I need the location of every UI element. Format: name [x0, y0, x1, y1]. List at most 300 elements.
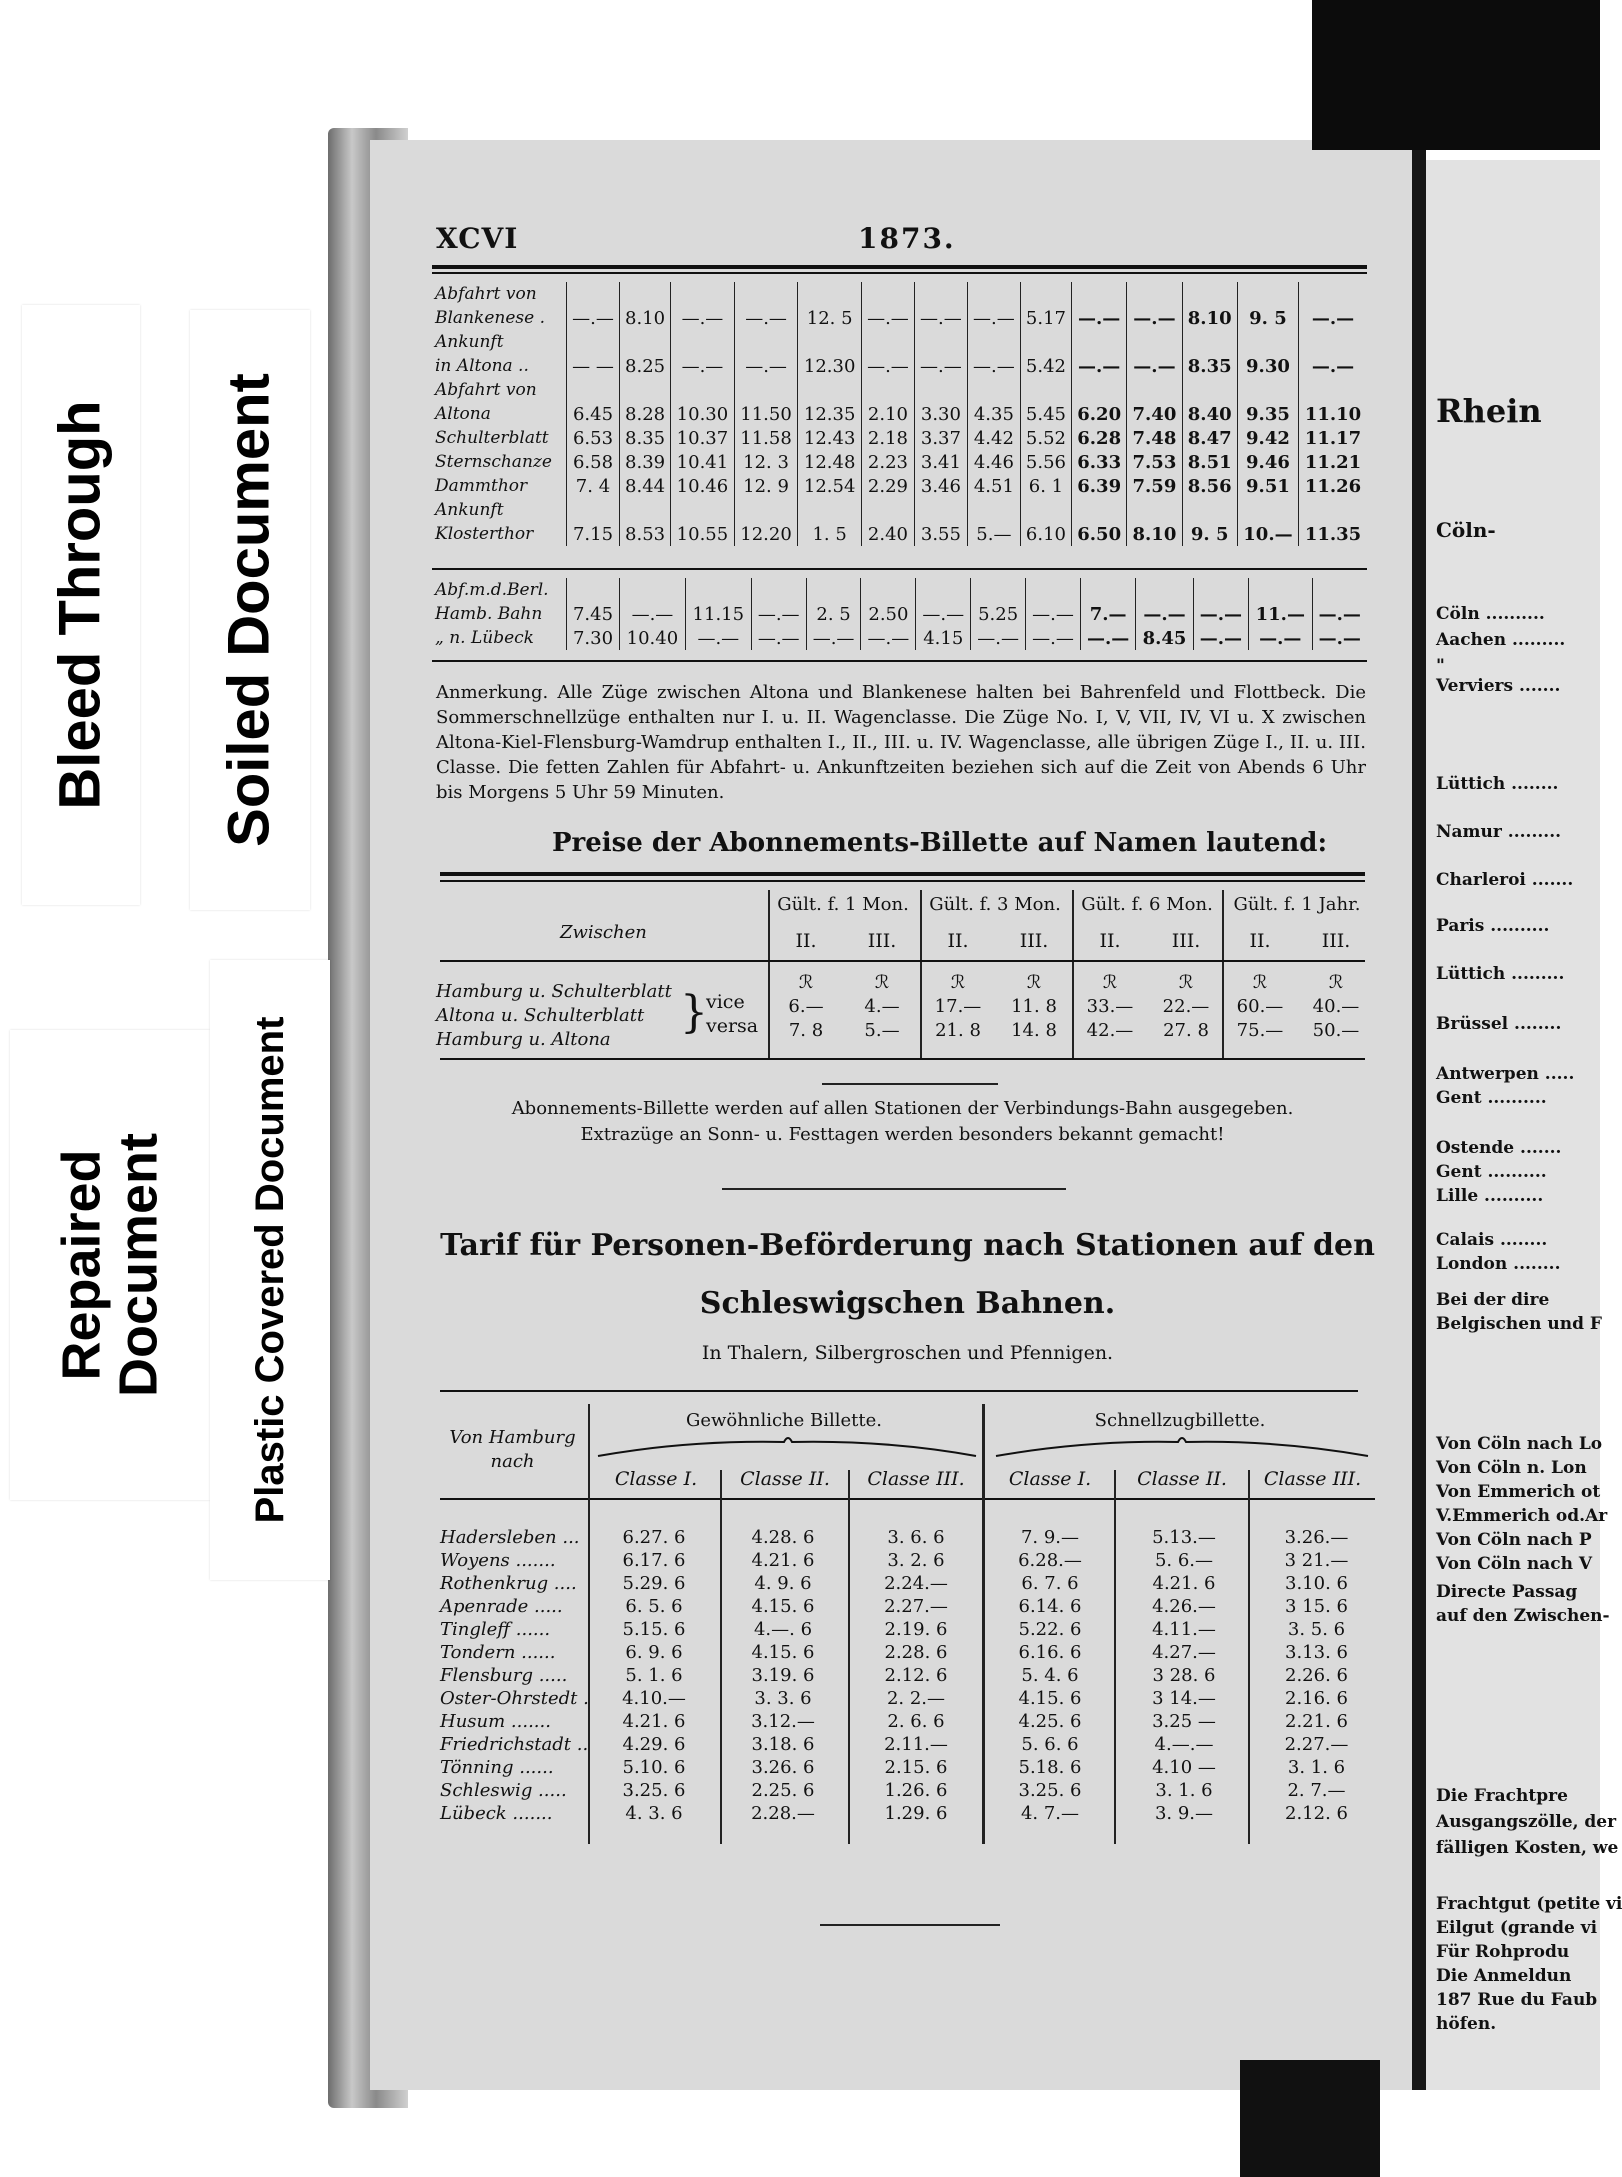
time-cell: 8.56: [1182, 474, 1237, 498]
tarif-fare: 4. 7.—: [1020, 1803, 1080, 1824]
prices-rule: [440, 872, 1365, 876]
tarif-fare: 3 15. 6: [1285, 1596, 1348, 1617]
price-class-header: II.: [947, 930, 969, 952]
tarif-fare: 3 14.—: [1152, 1688, 1216, 1709]
time-cell: 10.30: [671, 402, 735, 426]
tarif-fare: 4.29. 6: [622, 1734, 686, 1755]
time-cell: 6.33: [1072, 450, 1127, 474]
time-cell: 10.—: [1237, 522, 1298, 546]
tarif-fare: 3. 1. 6: [1155, 1780, 1213, 1801]
tag-plastic-covered-document: Plastic Covered Document: [210, 960, 330, 1580]
timetable-row: [432, 498, 1367, 522]
station-name: Klosterthor: [435, 524, 534, 544]
tarif-fare: 6. 9. 6: [625, 1642, 683, 1663]
facing-page-station: Gent ..........: [1436, 1088, 1547, 1108]
time-cell: —.—: [914, 354, 967, 378]
tarif-class-header: Classe II.: [740, 1468, 830, 1490]
route-1: Hamburg u. Schulterblatt: [436, 981, 672, 1002]
price-value: 42.—: [1086, 1020, 1134, 1041]
station-name: Ankunft: [435, 500, 504, 520]
time-cell: [671, 282, 735, 306]
time-cell: 9. 5: [1182, 522, 1237, 546]
tarif-fare: 5.10. 6: [622, 1757, 686, 1778]
tarif-fare: 3.10. 6: [1285, 1573, 1348, 1594]
time-cell: 11.—: [1249, 602, 1312, 626]
time-cell: [671, 378, 735, 402]
price-value: ℛ: [1026, 972, 1042, 993]
facing-page-line: fälligen Kosten, we: [1436, 1838, 1619, 1858]
timetable-row: [432, 578, 1367, 602]
facing-page-line: Ausgangszölle, der: [1436, 1812, 1617, 1832]
time-cell: [671, 498, 735, 522]
prices-rule-thin: [440, 880, 1365, 882]
station-name: Abf.m.d.Berl.: [435, 580, 549, 600]
time-cell: 6.39: [1072, 474, 1127, 498]
timetable-row: [432, 330, 1367, 354]
time-cell: —.—: [671, 306, 735, 330]
time-cell: 2. 5: [806, 602, 861, 626]
time-cell: —.—: [1026, 626, 1081, 650]
time-cell: —.—: [1026, 602, 1081, 626]
tarif-class-header: Classe III.: [1263, 1468, 1362, 1490]
time-cell: 9.35: [1237, 402, 1298, 426]
facing-page-station: Verviers .......: [1436, 676, 1561, 696]
price-period-header: Gült. f. 1 Mon.: [777, 894, 909, 915]
time-cell: 2.50: [861, 602, 916, 626]
time-cell: 10.40: [619, 626, 685, 650]
price-class-header: III.: [1019, 930, 1049, 952]
time-cell: 12.43: [798, 426, 862, 450]
time-cell: 4.35: [967, 402, 1020, 426]
time-cell: —.—: [1127, 306, 1182, 330]
time-cell: 7.48: [1127, 426, 1182, 450]
price-value: 5.—: [864, 1020, 900, 1041]
time-cell: 7.40: [1127, 402, 1182, 426]
price-value: ℛ: [798, 972, 814, 993]
route-2: Altona u. Schulterblatt: [436, 1005, 645, 1026]
station-name: Abfahrt von: [435, 380, 537, 400]
time-cell: 12.30: [798, 354, 862, 378]
price-value: ℛ: [1178, 972, 1194, 993]
time-cell: [1020, 282, 1071, 306]
time-cell: — —: [567, 354, 620, 378]
time-cell: —.—: [1072, 306, 1127, 330]
time-cell: 10.55: [671, 522, 735, 546]
tarif-row: [440, 1664, 1381, 1687]
facing-page-station: Paris ..........: [1436, 916, 1550, 936]
tarif-row: [440, 1733, 1381, 1756]
time-cell: 5.17: [1020, 306, 1071, 330]
tarif-row: [440, 1526, 1381, 1549]
time-cell: 6.28: [1072, 426, 1127, 450]
tarif-fare: 4.27.—: [1152, 1642, 1216, 1663]
tarif-row: [440, 1779, 1381, 1802]
time-cell: 7.15: [567, 522, 620, 546]
tag-repaired-document: Repaired Document: [10, 1030, 210, 1500]
tarif-fare: 5. 1. 6: [625, 1665, 683, 1686]
tarif-fare: 4.25. 6: [1018, 1711, 1082, 1732]
time-cell: 3.37: [914, 426, 967, 450]
time-cell: [1182, 378, 1237, 402]
time-cell: [1020, 378, 1071, 402]
price-value: 6.—: [788, 996, 824, 1017]
time-cell: [1080, 578, 1135, 602]
tarif-fare: 3.25. 6: [1018, 1780, 1082, 1801]
tarif-fare: 3.18. 6: [751, 1734, 815, 1755]
time-cell: 10.46: [671, 474, 735, 498]
time-cell: [1299, 330, 1367, 354]
facing-page-subtitle: Cöln-: [1436, 518, 1496, 542]
tarif-fare: 3. 3. 6: [754, 1688, 812, 1709]
tarif-fare: 2.15. 6: [884, 1757, 948, 1778]
station-name: Ankunft: [435, 332, 504, 352]
tarif-fare: 6.17. 6: [622, 1550, 686, 1571]
timetable-row: [432, 402, 1367, 426]
facing-page-line: Directe Passag: [1436, 1582, 1578, 1602]
tarif-fare: 3 28. 6: [1152, 1665, 1216, 1686]
price-value: 33.—: [1086, 996, 1134, 1017]
tarif-fare: 6.14. 6: [1018, 1596, 1082, 1617]
time-cell: 12. 5: [798, 306, 862, 330]
time-cell: 6.45: [567, 402, 620, 426]
time-cell: 4.51: [967, 474, 1020, 498]
facing-page-station: Aachen .........: [1436, 630, 1566, 650]
prices-between-label: Zwischen: [560, 922, 647, 943]
time-cell: [1299, 378, 1367, 402]
time-cell: 7.30: [567, 626, 620, 650]
price-value: ℛ: [1252, 972, 1268, 993]
time-cell: [671, 330, 735, 354]
time-cell: 6.58: [567, 450, 620, 474]
time-cell: —.—: [861, 626, 916, 650]
time-cell: 2.40: [861, 522, 914, 546]
tarif-row: [440, 1618, 1381, 1641]
time-cell: [567, 498, 620, 522]
time-cell: 8.10: [1127, 522, 1182, 546]
facing-page-line: Für Rohprodu: [1436, 1942, 1570, 1962]
tarif-fare: 3.26. 6: [751, 1757, 815, 1778]
time-cell: [1237, 378, 1298, 402]
tarif-station: Woyens .......: [440, 1550, 556, 1571]
time-cell: 2.10: [861, 402, 914, 426]
tarif-fare: 3. 6. 6: [887, 1527, 945, 1548]
time-cell: 10.41: [671, 450, 735, 474]
time-cell: 6.50: [1072, 522, 1127, 546]
time-cell: [1299, 282, 1367, 306]
facing-page-line: Von Emmerich ot: [1436, 1482, 1601, 1502]
versa: versa: [706, 1015, 759, 1037]
tarif-fare: 2.28.—: [751, 1803, 815, 1824]
tarif-fare: 2.24.—: [884, 1573, 948, 1594]
timetable-row: [432, 626, 1367, 650]
time-cell: [1182, 282, 1237, 306]
tarif-fare: 4.10.—: [622, 1688, 686, 1709]
time-cell: —.—: [916, 602, 971, 626]
station-name: Schulterblatt: [435, 428, 549, 448]
time-cell: 7.—: [1080, 602, 1135, 626]
time-cell: [567, 378, 620, 402]
time-cell: [914, 330, 967, 354]
tarif-table: [440, 1526, 1381, 1825]
page-number: XCVI: [436, 222, 519, 255]
time-cell: 8.40: [1182, 402, 1237, 426]
tarif-class-header: Classe I.: [1008, 1468, 1092, 1490]
time-cell: [967, 498, 1020, 522]
station-name: in Altona ..: [435, 356, 529, 376]
price-value: 11. 8: [1011, 996, 1057, 1017]
tarif-fare: 2.16. 6: [1285, 1688, 1348, 1709]
tarif-fare: 5.13.—: [1152, 1527, 1216, 1548]
time-cell: [619, 578, 685, 602]
tarif-fare: 4.10 —: [1152, 1757, 1216, 1778]
tarif-fare: 5. 6. 6: [1021, 1734, 1079, 1755]
time-cell: 8.47: [1182, 426, 1237, 450]
tarif-fare: 3. 5. 6: [1287, 1619, 1346, 1640]
price-value: 50.—: [1312, 1020, 1360, 1041]
price-value: 22.—: [1162, 996, 1210, 1017]
time-cell: 8.25: [619, 354, 670, 378]
tarif-class-header: Classe II.: [1137, 1468, 1227, 1490]
time-cell: [1127, 330, 1182, 354]
tarif-fare: 2. 6. 6: [887, 1711, 945, 1732]
facing-page-line: Die Frachtpre: [1436, 1786, 1568, 1806]
tarif-row: [440, 1595, 1381, 1618]
time-cell: 4.46: [967, 450, 1020, 474]
facing-page-station: ": [1436, 656, 1445, 676]
time-cell: 12.54: [798, 474, 862, 498]
time-cell: [1127, 282, 1182, 306]
time-cell: 12.35: [798, 402, 862, 426]
price-class-header: II.: [795, 930, 817, 952]
time-cell: 3.55: [914, 522, 967, 546]
tarif-fare: 4.21. 6: [751, 1550, 815, 1571]
time-cell: [1193, 578, 1248, 602]
facing-page-title: Rhein: [1436, 392, 1542, 430]
tarif-fare: 3. 2. 6: [887, 1550, 945, 1571]
time-cell: —.—: [1312, 626, 1367, 650]
time-cell: —.—: [1136, 602, 1193, 626]
time-cell: 1. 5: [798, 522, 862, 546]
time-cell: 2.29: [861, 474, 914, 498]
time-cell: [567, 330, 620, 354]
facing-page-station: Gent ..........: [1436, 1162, 1547, 1182]
tarif-fare: 4. 3. 6: [625, 1803, 683, 1824]
timetable-row: [432, 306, 1367, 330]
time-cell: —.—: [1193, 626, 1248, 650]
price-period-header: Gült. f. 1 Jahr.: [1233, 894, 1361, 915]
time-cell: 11.35: [1299, 522, 1367, 546]
station-name: Sternschanze: [435, 452, 552, 472]
tarif-station: Schleswig .....: [440, 1780, 567, 1801]
time-cell: 12. 3: [734, 450, 798, 474]
timetable-row: [432, 426, 1367, 450]
time-cell: 8.45: [1136, 626, 1193, 650]
time-cell: [1182, 330, 1237, 354]
time-cell: 6.53: [567, 426, 620, 450]
tarif-fare: 3.25 —: [1152, 1711, 1216, 1732]
tarif-title-2: Schleswigschen Bahnen.: [699, 1286, 1116, 1321]
time-cell: [619, 498, 670, 522]
tarif-station: Rothenkrug ....: [440, 1573, 577, 1594]
tarif-fare: 2.12. 6: [1285, 1803, 1348, 1824]
time-cell: 8.53: [619, 522, 670, 546]
tarif-from-label: Von Hamburg nach: [449, 1427, 576, 1472]
time-cell: 4.15: [916, 626, 971, 650]
price-value: ℛ: [1328, 972, 1344, 993]
time-cell: [861, 330, 914, 354]
tarif-fare: 3 21.—: [1284, 1550, 1349, 1571]
time-cell: [1237, 330, 1298, 354]
facing-page-line: Frachtgut (petite vi: [1436, 1894, 1622, 1914]
facing-page-station: Lille ..........: [1436, 1186, 1544, 1206]
price-value: ℛ: [1102, 972, 1118, 993]
time-cell: 4.42: [967, 426, 1020, 450]
tarif-row: [440, 1756, 1381, 1779]
tarif-fare: 2.25. 6: [751, 1780, 815, 1801]
time-cell: 11.21: [1299, 450, 1367, 474]
tarif-fare: 5.29. 6: [622, 1573, 686, 1594]
separator: [822, 1083, 998, 1085]
price-value: 7. 8: [788, 1020, 824, 1041]
time-cell: —.—: [971, 626, 1026, 650]
tarif-fare: 2.11.—: [884, 1734, 948, 1755]
time-cell: —.—: [751, 602, 806, 626]
price-class-header: II.: [1249, 930, 1271, 952]
tarif-fare: 6. 7. 6: [1021, 1573, 1079, 1594]
time-cell: 8.51: [1182, 450, 1237, 474]
facing-page-line: Eilgut (grande vi: [1436, 1918, 1598, 1938]
tarif-fare: 3.19. 6: [751, 1665, 815, 1686]
time-cell: [798, 498, 862, 522]
time-cell: 9.42: [1237, 426, 1298, 450]
facing-page-line: 187 Rue du Faub: [1436, 1990, 1598, 2010]
prices-bottom-rule: [440, 1058, 1365, 1060]
station-name: Altona: [435, 404, 491, 424]
tarif-fare: 2.19. 6: [884, 1619, 948, 1640]
time-cell: [751, 578, 806, 602]
time-cell: 11.17: [1299, 426, 1367, 450]
facing-page-line: Von Cöln n. Lon: [1436, 1458, 1587, 1478]
time-cell: 11.50: [734, 402, 798, 426]
tag-soiled-document: Soiled Document: [190, 310, 310, 910]
time-cell: —.—: [734, 354, 798, 378]
tarif-fare: 2.21. 6: [1285, 1711, 1348, 1732]
time-cell: [1127, 498, 1182, 522]
tarif-fare: 4.26.—: [1152, 1596, 1216, 1617]
time-cell: [967, 282, 1020, 306]
facing-page-station: Ostende .......: [1436, 1138, 1562, 1158]
time-cell: —.—: [861, 354, 914, 378]
tarif-station: Oster-Ohrstedt .: [440, 1688, 589, 1709]
timetable-berlin: [432, 578, 1367, 650]
time-cell: [1072, 330, 1127, 354]
time-cell: [734, 378, 798, 402]
tarif-fare: 2.12. 6: [884, 1665, 948, 1686]
tarif-class-header: Classe III.: [867, 1468, 965, 1490]
time-cell: —.—: [567, 306, 620, 330]
facing-page-line: V.Emmerich od.Ar: [1436, 1506, 1608, 1526]
prices-footnote-1: Abonnements-Billette werden auf allen Stationen der Verbindungs-Bahn ausgegeben.: [511, 1098, 1294, 1119]
price-period-header: Gült. f. 3 Mon.: [929, 894, 1061, 915]
time-cell: 8.35: [1182, 354, 1237, 378]
time-cell: 8.44: [619, 474, 670, 498]
tarif-fare: 1.26. 6: [884, 1780, 948, 1801]
facing-page-station: Cöln ..........: [1436, 604, 1545, 624]
tarif-fare: 5.15. 6: [622, 1619, 686, 1640]
time-cell: [734, 282, 798, 306]
station-name: Hamb. Bahn: [435, 604, 543, 624]
station-name: Blankenese .: [435, 308, 545, 328]
time-cell: —.—: [685, 626, 751, 650]
time-cell: 5.—: [967, 522, 1020, 546]
time-cell: [1312, 578, 1367, 602]
tag-bleed-through: Bleed Through: [22, 305, 140, 905]
time-cell: —.—: [1080, 626, 1135, 650]
tarif-header-rule: [440, 1498, 1375, 1500]
time-cell: [1136, 578, 1193, 602]
time-cell: —.—: [734, 306, 798, 330]
tarif-fare: 3.26.—: [1284, 1527, 1349, 1548]
tarif-fare: 5. 6.—: [1154, 1550, 1214, 1571]
time-cell: [861, 498, 914, 522]
time-cell: [916, 578, 971, 602]
timetable-row: [432, 450, 1367, 474]
book-gutter: [1412, 150, 1426, 2090]
facing-page-line: Von Cöln nach P: [1436, 1530, 1592, 1550]
time-cell: [567, 578, 620, 602]
tarif-fare: 2.27.—: [1284, 1734, 1349, 1755]
tarif-fare: 3. 9.—: [1154, 1803, 1214, 1824]
time-cell: [685, 578, 751, 602]
time-cell: —.—: [1249, 626, 1312, 650]
facing-page-line: Von Cöln nach Lo: [1436, 1434, 1603, 1454]
tarif-station: Lübeck .......: [440, 1803, 553, 1824]
tarif-fare: 4. 9. 6: [754, 1573, 812, 1594]
time-cell: [567, 282, 620, 306]
tarif-fare: 4.21. 6: [1152, 1573, 1216, 1594]
price-class-header: III.: [1321, 930, 1351, 952]
tarif-fare: 6. 5. 6: [625, 1596, 683, 1617]
prices-footnote-2: Extrazüge an Sonn- u. Festtagen werden besonders bekannt gemacht!: [580, 1124, 1225, 1145]
separator: [820, 1924, 1000, 1926]
timetable-row: [432, 378, 1367, 402]
timetable-note: Anmerkung. Alle Züge zwischen Altona und Blankenese halten bei Bahrenfeld und Flottbeck. Die Sommerschnellzüge enthalten nur I. u. II. Wagenclasse. Die Züge No. I, V, VII, IV, VI u. X zwischen Altona-Kiel-Flensburg-Wamdrup enthalten I., II., III. u. IV. Wagenclasse, alle übrigen Züge I., II. u. III. Classe. Die fetten Zahlen für Abfahrt- u. Ankunftzeiten beziehen sich auf die Zeit von Abends 6 Uhr bis Morgens 5 Uhr 59 Minuten.: [436, 682, 1366, 803]
time-cell: [967, 330, 1020, 354]
time-cell: —.—: [1299, 354, 1367, 378]
facing-page-line: Von Cöln nach V: [1436, 1554, 1593, 1574]
time-cell: [1299, 498, 1367, 522]
page-year: 1873.: [858, 222, 956, 255]
vice-versa: [706, 990, 758, 1038]
facing-page-text: Bei der dire: [1436, 1290, 1550, 1310]
time-cell: [1237, 498, 1298, 522]
timetable-row: [432, 602, 1367, 626]
time-cell: 8.28: [619, 402, 670, 426]
tarif-fare: 3.12.—: [751, 1711, 815, 1732]
time-cell: 6.20: [1072, 402, 1127, 426]
price-value: 75.—: [1236, 1020, 1284, 1041]
prices-title: Preise der Abonnements-Billette auf Namen lautend:: [552, 828, 1328, 858]
facing-page-station: Lüttich .........: [1436, 964, 1565, 984]
price-value: 14. 8: [1011, 1020, 1057, 1041]
tarif-fare: 2.28. 6: [884, 1642, 948, 1663]
tarif-station: Apenrade .....: [440, 1596, 563, 1617]
time-cell: [861, 378, 914, 402]
time-cell: 11.15: [685, 602, 751, 626]
time-cell: [734, 498, 798, 522]
time-cell: 7.53: [1127, 450, 1182, 474]
time-cell: [1020, 330, 1071, 354]
